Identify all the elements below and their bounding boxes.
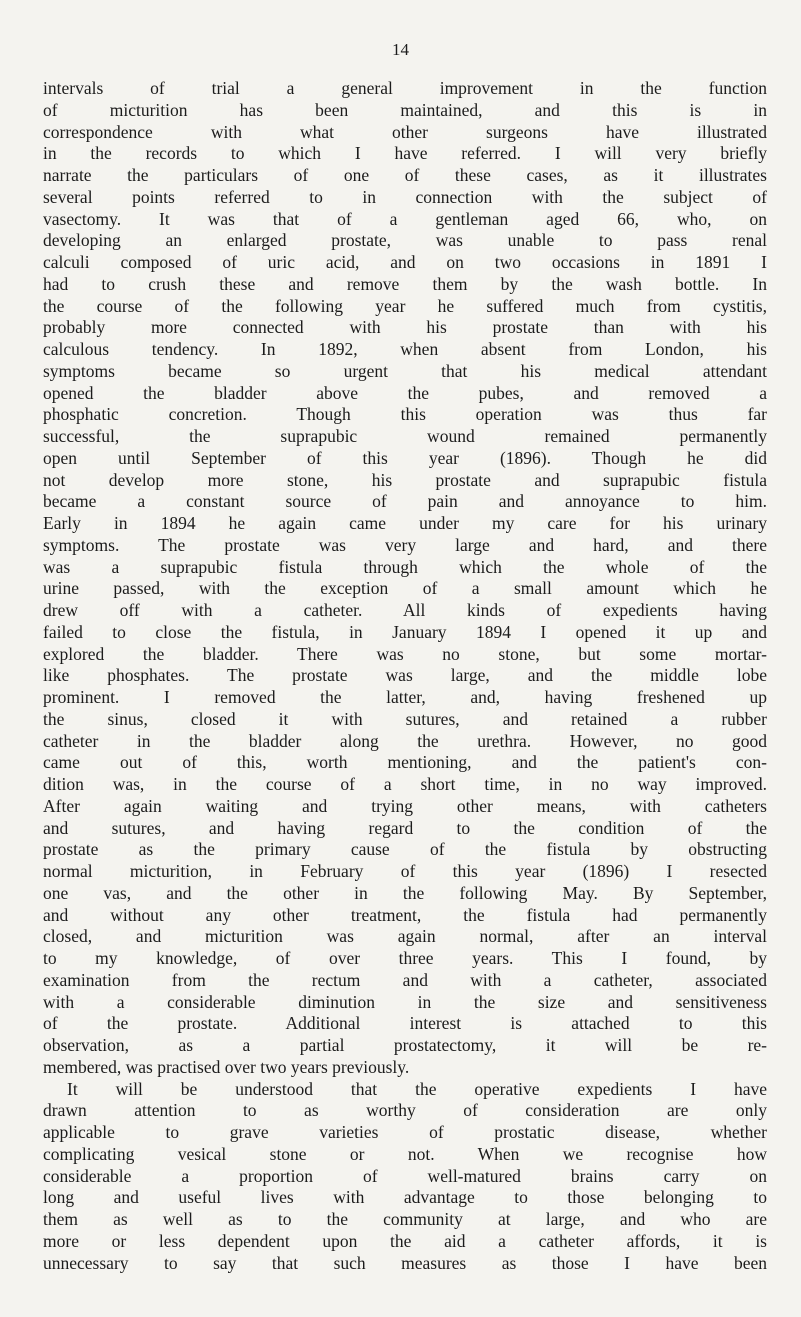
text-line: narrate the particulars of one of these cases, as it illustrates — [43, 165, 767, 185]
text-line: closed, and micturition was again normal, after an interval — [43, 926, 767, 947]
text-line: in the records to which I have referred. I will very briefly — [43, 143, 767, 164]
text-line: several points referred to in connection with the subject of — [43, 186, 767, 207]
text-line: and sutures, and having regard to the condition of the — [43, 817, 767, 838]
text-line: calculi composed of uric acid, and on two occasions in 1891 I — [43, 252, 767, 272]
text-line: membered, was practised over two years previously. — [43, 1056, 410, 1077]
text-line: became a constant source of pain and annoyance to him. — [43, 491, 767, 512]
text-line: unnecessary to say that such measures as those I have been — [43, 1252, 767, 1273]
text-line: normal micturition, in February of this year (1896) I resected — [43, 861, 767, 881]
text-line: intervals of trial a general improvement in the function — [43, 78, 767, 98]
body-text — [43, 78, 767, 1274]
text-line: and without any other treatment, the fistula had permanently — [43, 904, 767, 925]
text-line: to my knowledge, of over three years. This I found, by — [43, 948, 767, 968]
text-line: developing an enlarged prostate, was unable to pass renal — [43, 230, 767, 251]
text-line: prostate as the primary cause of the fistula by obstructing — [43, 839, 767, 860]
text-line: prominent. I removed the latter, and, having freshened up — [43, 687, 767, 707]
text-line: urine passed, with the exception of a small amount which he — [43, 578, 767, 599]
text-line: After again waiting and trying other means, with catheters — [43, 795, 767, 816]
text-line: symptoms became so urgent that his medical attendant — [43, 360, 767, 381]
text-line: one vas, and the other in the following May. By September, — [43, 882, 767, 903]
text-line: dition was, in the course of a short time, in no way improved. — [43, 774, 767, 794]
text-line: opened the bladder above the pubes, and removed a — [43, 382, 767, 403]
text-line: the course of the following year he suffered much from cystitis, — [43, 295, 767, 316]
text-line: not develop more stone, his prostate and suprapubic fistula — [43, 469, 767, 490]
text-line: explored the bladder. There was no stone, but some mortar- — [43, 643, 767, 664]
text-line: applicable to grave varieties of prostatic disease, whether — [43, 1122, 767, 1142]
text-line: came out of this, worth mentioning, and the patient's con- — [43, 752, 767, 773]
text-line: calculous tendency. In 1892, when absent from London, his — [43, 339, 767, 359]
text-line: drawn attention to as worthy of consideration are only — [43, 1100, 767, 1121]
text-line: of the prostate. Additional interest is attached to this — [43, 1013, 767, 1034]
text-line: failed to close the fistula, in January 1894 I opened it up and — [43, 621, 767, 642]
text-line: vasectomy. It was that of a gentleman aged 66, who, on — [43, 208, 767, 229]
text-line: the sinus, closed it with sutures, and retained a rubber — [43, 708, 767, 729]
text-line: them as well as to the community at large, and who are — [43, 1209, 767, 1229]
text-line: long and useful lives with advantage to those belonging to — [43, 1187, 767, 1208]
text-line: like phosphates. The prostate was large, and the middle lobe — [43, 665, 767, 686]
text-line: examination from the rectum and with a catheter, associated — [43, 969, 767, 990]
text-line: observation, as a partial prostatectomy, it will be re- — [43, 1035, 767, 1055]
text-line: with a considerable diminution in the size and sensitiveness — [43, 991, 767, 1012]
text-line: catheter in the bladder along the urethra. However, no good — [43, 730, 767, 751]
text-line: It will be understood that the operative expedients I have — [67, 1078, 767, 1099]
page-number: 14 — [392, 40, 409, 59]
text-line: complicating vesical stone or not. When we recognise how — [43, 1143, 767, 1164]
text-line: symptoms. The prostate was very large and hard, and there — [43, 534, 767, 555]
text-line: was a suprapubic fistula through which the whole of the — [43, 556, 767, 577]
text-line: more or less dependent upon the aid a catheter affords, it is — [43, 1230, 767, 1251]
text-line: drew off with a catheter. All kinds of expedients having — [43, 600, 767, 620]
text-line: open until September of this year (1896). Though he did — [43, 447, 767, 468]
text-line: had to crush these and remove them by the wash bottle. In — [43, 273, 767, 294]
text-line: considerable a proportion of well-matured brains carry on — [43, 1165, 767, 1186]
text-line: successful, the suprapubic wound remained permanently — [43, 426, 767, 446]
text-line: probably more connected with his prostate than with his — [43, 317, 767, 338]
text-line: correspondence with what other surgeons have illustrated — [43, 121, 767, 142]
text-line: of micturition has been maintained, and this is in — [43, 99, 767, 120]
text-line: Early in 1894 he again came under my care for his urinary — [43, 513, 767, 533]
text-line: phosphatic concretion. Though this operation was thus far — [43, 404, 767, 425]
